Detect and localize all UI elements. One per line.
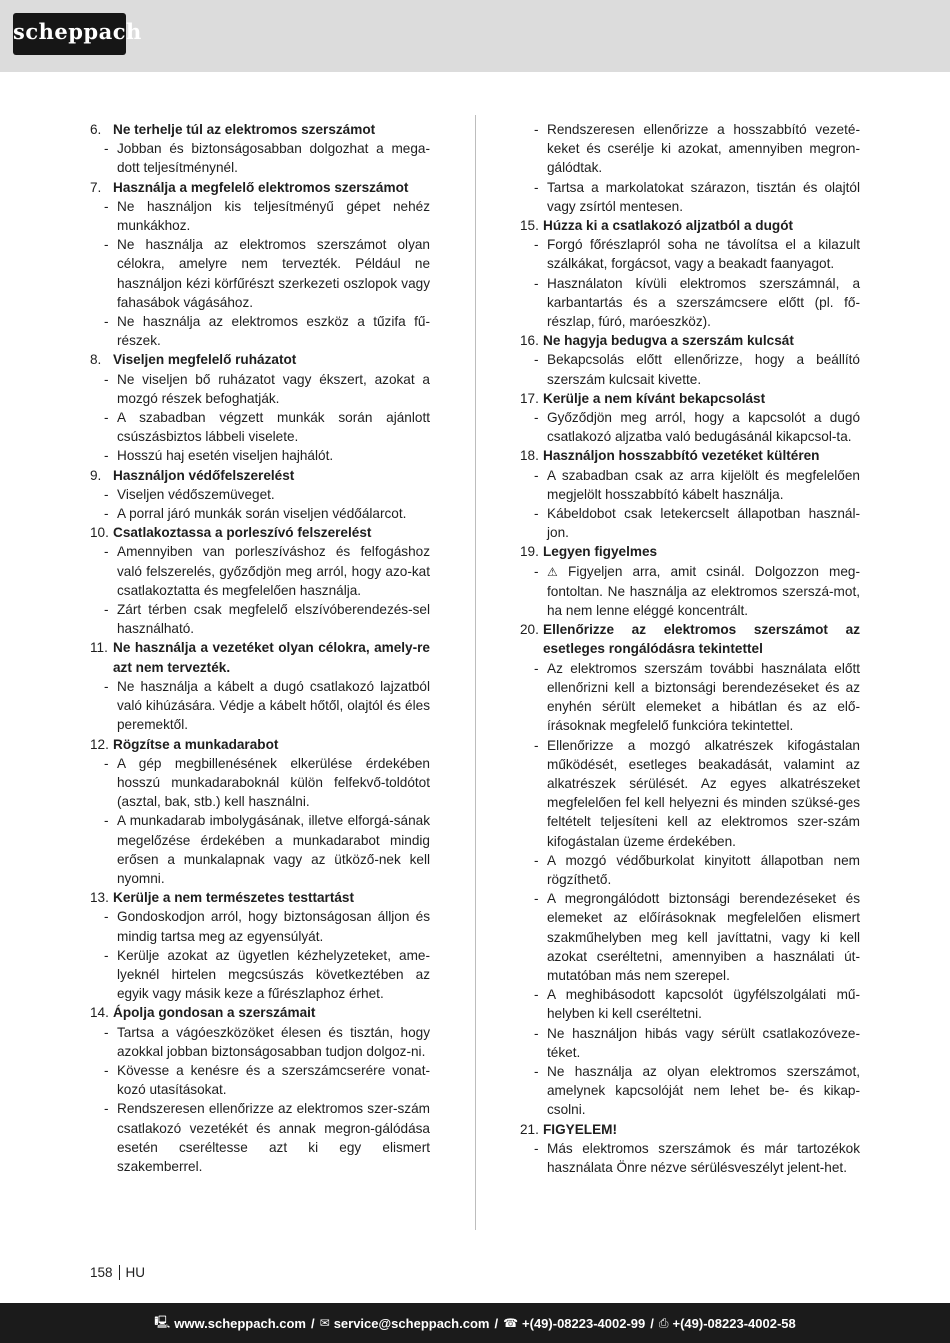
brand-logo-text: scheppach (13, 19, 142, 44)
instruction-title: Húzza ki a csatlakozó aljzatból a dugót (543, 218, 794, 234)
bullet-text: Kövesse a kenésre és a szerszámcserére vonat-kozó utasításokat. (117, 1062, 430, 1098)
bullet-text-wrap (117, 139, 430, 177)
bullet-dash: - (104, 1101, 109, 1117)
bullet-dash: - (104, 1062, 109, 1078)
bullet-item (520, 1062, 860, 1120)
instruction-heading (520, 331, 860, 350)
instruction-item (520, 216, 860, 331)
bullet-item (520, 274, 860, 332)
bullet-dash: - (534, 410, 539, 426)
bullet-dash: - (104, 486, 109, 502)
bullet-item (90, 235, 430, 312)
phone-icon: ☎ (503, 1316, 519, 1330)
bullet-text: Ne használja az elektromos szerszámot olyan célokra, amelyre nem tervezték. Például ne használjon kézi körfűrészt szerkezeti oszlopok vagy fahasábok vágásához. (117, 237, 430, 310)
bullet-text-wrap (117, 197, 430, 235)
instruction-item (520, 331, 860, 389)
bullet-text: Ne használjon hibás vagy sérült csatlakozóveze-téket. (547, 1025, 860, 1060)
bullet-text-wrap (547, 178, 860, 216)
instruction-number: 17. (520, 390, 539, 406)
bullet-dash: - (534, 467, 539, 483)
bullet-text: Győződjön meg arról, hogy a kapcsolót a dugó csatlakozó aljzatba való bedugásánál kikapcsol-ta. (547, 410, 860, 445)
bullet-text-wrap (547, 889, 860, 985)
bullet-dash: - (534, 352, 539, 368)
footer-phone: +(49)-08223-4002-99 (522, 1315, 646, 1331)
bullet-text-wrap (547, 1062, 860, 1120)
right-column (520, 120, 860, 1177)
instruction-heading (90, 523, 430, 542)
bullet-item (90, 600, 430, 638)
instruction-title: Ápolja gondosan a szerszámait (113, 1005, 316, 1021)
instruction-number: 18. (520, 448, 539, 464)
instruction-title: Viseljen megfelelő ruházatot (113, 352, 297, 368)
instruction-title: Kerülje a nem kívánt bekapcsolást (543, 390, 766, 406)
bullet-text: Rendszeresen ellenőrizze a hosszabbító vezeté-keket és cserélje ki azokat, amennyiben megron-gálódtak. (547, 122, 860, 176)
bullet-dash: - (534, 891, 539, 907)
email-icon: ✉ (319, 1316, 330, 1330)
bullet-text: Forgó főrészlapról soha ne távolítsa el a kilazult szálkákat, forgácsot, vagy a beakadt faanyagot. (547, 237, 860, 272)
bullet-text-wrap (117, 504, 430, 523)
bullet-text: Kábeldobot csak letekercselt állapotban használ-jon. (547, 506, 860, 541)
instruction-number: 6. (90, 122, 102, 137)
bullet-text-wrap (547, 1024, 860, 1062)
instruction-title: Legyen figyelmes (543, 544, 658, 560)
bullet-dash: - (104, 141, 109, 157)
bullet-item (520, 466, 860, 504)
bullet-dash: - (104, 410, 109, 426)
instruction-number: 19. (520, 544, 539, 560)
instruction-title: Ne terhelje túl az elektromos szerszámot (113, 122, 376, 137)
instruction-heading (520, 216, 860, 235)
language-code: HU (125, 1265, 146, 1280)
instruction-heading (520, 389, 860, 408)
instruction-item (90, 466, 430, 524)
bullet-dash: - (104, 314, 109, 330)
bullet-item (520, 736, 860, 851)
instruction-title: Kerülje a nem természetes testtartást (113, 890, 355, 906)
bullet-item (90, 370, 430, 408)
bullet-text-wrap (117, 485, 430, 504)
bullet-dash: - (104, 237, 109, 253)
bullet-item (520, 120, 860, 178)
instruction-heading (90, 1003, 430, 1022)
instruction-item (90, 1003, 430, 1176)
instruction-heading (90, 638, 430, 676)
bullet-text-wrap (547, 1139, 860, 1177)
bullet-item (90, 1023, 430, 1061)
bullet-dash: - (104, 1024, 109, 1040)
page-number: 158 (90, 1265, 113, 1280)
bullet-text: Használaton kívüli elektromos szerszámnál, a karbantartás és a szerszámcsere előtt (pl. fő-részlap, fúró, maróeszköz). (547, 275, 860, 330)
instruction-number: 8. (90, 352, 102, 368)
bullet-dash: - (534, 275, 539, 291)
bullet-text: A gép megbillenésének elkerülése érdekében hosszú munkadaraboknál külön felfekvő-toldótot (asztal, bak, stb.) kell használni. (117, 755, 430, 810)
bullet-item (520, 851, 860, 889)
bullet-text: Ne használja az elektromos eszköz a tűzifa fű-részek. (117, 314, 430, 349)
bullet-text-wrap (547, 408, 860, 446)
instruction-item (90, 178, 430, 351)
bullet-dash: - (104, 506, 109, 522)
bullet-text-wrap (547, 504, 860, 542)
bullet-item (90, 542, 430, 600)
bullet-text: A meghibásodott kapcsolót ügyfélszolgálati mű-helyben ki kell cseréltetni. (547, 987, 860, 1022)
column-divider (475, 115, 476, 1230)
bullet-item (90, 811, 430, 888)
bullet-item (520, 350, 860, 388)
bullet-text: Kerülje azokat az ügyetlen kézhelyzeteket, ame-lyeknél hirtelen megcsúszás következtében az egyik vagy másik keze a fűrészlaphoz érhet. (117, 947, 430, 1002)
bullet-text: Gondoskodjon arról, hogy biztonságosan álljon és mindig tartsa meg az egyensúlyát. (117, 909, 430, 944)
instruction-item (520, 120, 860, 216)
bullet-dash: - (534, 1063, 539, 1079)
bullet-text: Más elektromos szerszámok és már tartozékok használata Önre nézve sérülésveszélyt jelent-het. (547, 1140, 860, 1175)
bullet-item (90, 139, 430, 177)
bullet-item (90, 197, 430, 235)
instruction-item (90, 638, 430, 734)
bullet-text-wrap (547, 235, 860, 273)
bullet-dash: - (104, 813, 109, 829)
bullet-dash: - (104, 909, 109, 925)
bullet-text: Figyeljen arra, amit csinál. Dolgozzon meg-fontoltan. Ne használja az elektromos szerszá-mot, ha nem lenne eléggé koncentrált. (547, 563, 860, 619)
instruction-heading (520, 620, 860, 658)
bullet-text-wrap (117, 370, 430, 408)
instruction-heading (520, 1120, 860, 1139)
bullet-item (520, 504, 860, 542)
bullet-text: A szabadban csak az arra kijelölt és megfelelően megjelölt hosszabbító kábelt használja. (547, 467, 860, 502)
bullet-text-wrap (547, 851, 860, 889)
bullet-text: Jobban és biztonságosabban dolgozhat a mega-dott teljesítménynél. (117, 141, 430, 176)
bullet-text: Bekapcsolás előtt ellenőrizze, hogy a beállító szerszám kulcsait kivette. (547, 352, 860, 387)
bullet-dash: - (534, 987, 539, 1003)
left-column (90, 120, 430, 1176)
bullet-dash: - (534, 737, 539, 753)
contact-footer (0, 1303, 950, 1343)
instruction-number: 15. (520, 218, 539, 234)
bullet-dash: - (534, 237, 539, 253)
bullet-text-wrap (117, 907, 430, 945)
bullet-dash: - (104, 448, 109, 464)
page-footer-label (90, 1265, 145, 1280)
instruction-title: Ne használja a vezetéket olyan célokra, amely-re azt nem tervezték. (113, 640, 430, 675)
instruction-title: Csatlakoztassa a porleszívó felszerelést (113, 525, 372, 541)
bullet-text: Viseljen védőszemüveget. (117, 486, 275, 502)
bullet-text: Rendszeresen ellenőrizze az elektromos szer-szám csatlakozó vezetékét és annak megron-gálódása esetén cseréltesse azt ki egy elismert szakemberrel. (117, 1101, 430, 1174)
footer-email[interactable]: service@scheppach.com (333, 1315, 490, 1331)
instruction-item (520, 389, 860, 447)
instruction-heading (90, 888, 430, 907)
bullet-text: Ellenőrizze a mozgó alkatrészek kifogástalan működését, esetleges beakadását, valamint az alkatrészek sérülését. Az egyes alkatrészeket megfelelően fel kell helyezni és minden szüksé-ges feltételt teljesíteni kell az elektromos szer-szám kifogástalan üzeme érdekében. (547, 737, 860, 849)
bullet-text-wrap (547, 659, 860, 736)
bullet-text-wrap (547, 985, 860, 1023)
instruction-heading (90, 735, 430, 754)
instruction-number: 12. (90, 736, 109, 752)
bullet-text: Ne használjon kis teljesítményű gépet nehéz munkákhoz. (117, 198, 430, 234)
instruction-heading (520, 446, 860, 465)
bullet-text-wrap (117, 754, 430, 812)
bullet-dash: - (534, 506, 539, 522)
brand-logo (13, 13, 142, 55)
bullet-dash: - (104, 544, 109, 560)
bullet-text-wrap (547, 120, 860, 178)
bullet-item (90, 1099, 430, 1176)
bullet-item (90, 946, 430, 1004)
fax-icon: ⎙ (658, 1315, 669, 1330)
warning-icon: ⚠ (547, 564, 565, 579)
instruction-heading (520, 542, 860, 561)
bullet-dash: - (534, 563, 539, 579)
bullet-dash: - (104, 678, 109, 694)
bullet-item (520, 408, 860, 446)
bullet-text-wrap (117, 811, 430, 888)
footer-separator: / (311, 1315, 315, 1331)
instruction-item (90, 888, 430, 1003)
bullet-text-wrap (547, 466, 860, 504)
bullet-text: A megrongálódott biztonsági berendezéseket és elemeket az előírásoknak megfelelően elismert szakműhelyben meg kell javíttatni, vagy ki kell azokat cseréltetni, amennyiben a használati út-mutatóban más nem szerepel. (547, 891, 860, 983)
bullet-dash: - (534, 1025, 539, 1041)
instruction-number: 21. (520, 1121, 539, 1137)
instruction-number: 7. (90, 179, 102, 195)
bullet-item (90, 504, 430, 523)
header-band (0, 0, 950, 72)
bullet-item (520, 562, 860, 621)
bullet-item (90, 677, 430, 735)
instruction-number: 11. (90, 640, 108, 656)
bullet-text-wrap (117, 946, 430, 1004)
page-number-separator (119, 1265, 120, 1280)
instruction-title: Használjon védőfelszerelést (113, 467, 295, 483)
bullet-text-wrap (117, 542, 430, 600)
instruction-number: 14. (90, 1005, 109, 1021)
instruction-item (90, 350, 430, 465)
instruction-title: Ne hagyja bedugva a szerszám kulcsát (543, 333, 794, 349)
bullet-text: Tartsa a vágóeszközöket élesen és tisztán, hogy azokkal jobban biztonságosabban tudjon dolgoz-ni. (117, 1024, 430, 1059)
bullet-text-wrap (117, 446, 430, 465)
bullet-text: A munkadarab imbolygásának, illetve elforgá-sának megelőzése érdekében a munkadarabot mindig erősen a munkalapnak vagy az ütköző-nek kell nyomni. (117, 813, 430, 886)
bullet-text: A mozgó védőburkolat kinyitott állapotban nem rögzíthető. (547, 852, 860, 887)
bullet-text: Tartsa a markolatokat szárazon, tisztán és olajtól vagy zsírtól mentesen. (547, 179, 860, 214)
footer-separator: / (494, 1315, 499, 1331)
bullet-text: Hosszú haj esetén viseljen hajhálót. (117, 448, 334, 464)
bullet-dash: - (104, 602, 109, 618)
bullet-dash: - (534, 179, 539, 195)
bullet-item (90, 446, 430, 465)
instruction-heading (90, 178, 430, 197)
bullet-dash: - (104, 755, 109, 771)
bullet-text-wrap (547, 736, 860, 851)
bullet-text-wrap (547, 274, 860, 332)
instruction-item (520, 620, 860, 1119)
instruction-number: 9. (90, 467, 102, 483)
instruction-title: Ellenőrizze az elektromos szerszámot az esetleges rongálódásra tekintettel (543, 622, 860, 657)
bullet-dash: - (534, 660, 539, 676)
bullet-item (90, 907, 430, 945)
instruction-title: Rögzítse a munkadarabot (113, 736, 279, 752)
bullet-item (520, 659, 860, 736)
instruction-title: Használja a megfelelő elektromos szerszámot (113, 179, 409, 195)
bullet-dash: - (104, 198, 109, 214)
bullet-item (90, 485, 430, 504)
bullet-text: Ne használja a kábelt a dugó csatlakozó lajzatból való kihúzására. Védje a kábelt hőtől, olajtól és éles peremektől. (117, 678, 430, 733)
bullet-text: Ne használja az olyan elektromos szerszámot, amelynek kapcsolóját nem lehet be- és kikap-csolni. (547, 1063, 860, 1118)
bullet-text-wrap (547, 350, 860, 388)
footer-website[interactable]: www.scheppach.com (174, 1315, 306, 1331)
bullet-item (90, 408, 430, 446)
bullet-dash: - (534, 852, 539, 868)
bullet-text: Az elektromos szerszám további használata előtt ellenőrizni kell a biztonsági berendezéseket és az enyhén sérült elemeket a hibátlan és az elő-írásoknak megfelelő funkcióra tekintettel. (547, 660, 860, 734)
bullet-text: A porral járó munkák során viseljen védőálarcot. (117, 506, 407, 522)
instruction-heading (90, 350, 430, 369)
instruction-number: 20. (520, 622, 539, 638)
bullet-text-wrap (117, 600, 430, 638)
instruction-title: FIGYELEM! (543, 1121, 618, 1137)
instruction-item (520, 542, 860, 620)
bullet-text-wrap (117, 1023, 430, 1061)
instruction-item (520, 1120, 860, 1178)
bullet-item (520, 889, 860, 985)
bullet-text-wrap (117, 312, 430, 350)
bullet-dash: - (104, 947, 109, 963)
bullet-item (520, 985, 860, 1023)
instruction-heading (90, 466, 430, 485)
bullet-text: A szabadban végzett munkák során ajánlott csúszásbiztos lábbeli viselete. (117, 410, 430, 445)
bullet-item (520, 1139, 860, 1177)
bullet-item (520, 1024, 860, 1062)
instruction-number: 16. (520, 333, 539, 349)
instruction-item (90, 735, 430, 889)
bullet-text: Ne viseljen bő ruházatot vagy ékszert, azokat a mozgó részek befoghatják. (117, 371, 430, 406)
instruction-item (90, 523, 430, 638)
bullet-item (90, 1061, 430, 1099)
bullet-text-wrap (117, 1061, 430, 1099)
bullet-text-wrap (547, 562, 860, 621)
instruction-item (520, 446, 860, 542)
bullet-text-wrap (117, 235, 430, 312)
bullet-item (90, 312, 430, 350)
instruction-title: Használjon hosszabbító vezetéket kültéren (543, 448, 820, 464)
bullet-text: Zárt térben csak megfelelő elszívóberendezés-sel használható. (117, 602, 430, 637)
bullet-text: Amennyiben van porleszíváshoz és felfogáshoz való felszerelés, győződjön meg arról, hogy azo-kat csatlakoztatta és megfelelően használja. (117, 544, 430, 598)
bullet-item (520, 178, 860, 216)
footer-fax: +(49)-08223-4002-58 (672, 1315, 796, 1331)
bullet-dash: - (104, 371, 109, 387)
bullet-dash: - (534, 1140, 539, 1156)
instruction-item (90, 120, 430, 178)
bullet-text-wrap (117, 408, 430, 446)
instruction-heading (90, 120, 430, 139)
bullet-dash: - (534, 122, 539, 137)
bullet-item (90, 754, 430, 812)
instruction-number: 13. (90, 890, 109, 906)
footer-separator: / (650, 1315, 654, 1331)
instruction-number: 10. (90, 525, 109, 541)
bullet-item (520, 235, 860, 273)
computer-icon: 🖳 (154, 1314, 171, 1329)
bullet-text-wrap (117, 1099, 430, 1176)
bullet-text-wrap (117, 677, 430, 735)
